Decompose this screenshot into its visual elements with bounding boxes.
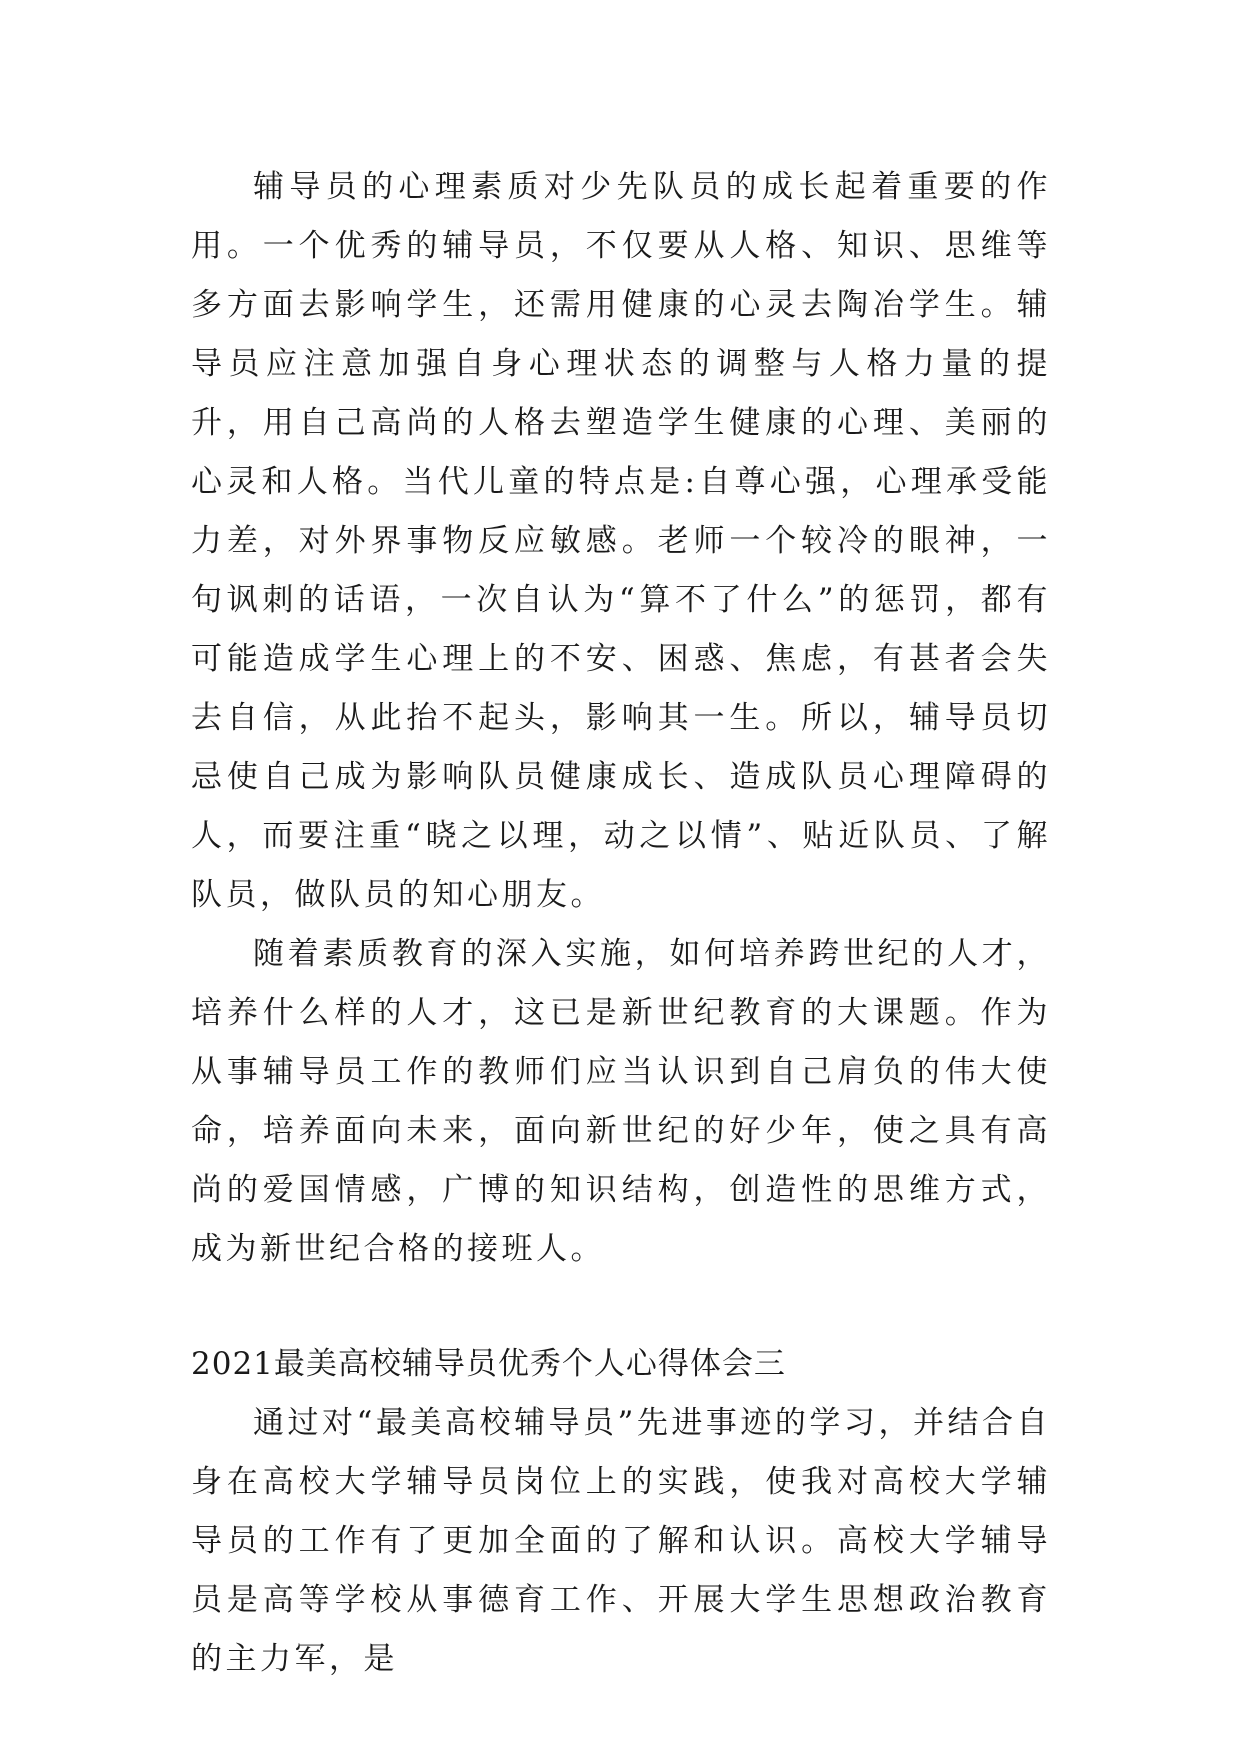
paragraph-quality-education: 随着素质教育的深入实施，如何培养跨世纪的人才，培养什么样的人才，这已是新世纪教育的大课题。作为从事辅导员工作的教师们应当认识到自己肩负的伟大使命，培养面向未来，面向新世纪的好少年，使之具有高尚的爱国情感，广博的知识结构，创造性的思维方式，成为新世纪合格的接班人。 <box>191 936 1051 1267</box>
document-body <box>191 158 1051 1689</box>
section-heading: 2021最美高校辅导员优秀个人心得体会三 <box>191 1346 786 1382</box>
paragraph-learning-reflection: 通过对“最美高校辅导员”先进事迹的学习，并结合自身在高校大学辅导员岗位上的实践，使我对高校大学辅导员的工作有了更加全面的了解和认识。高校大学辅导员是高等学校从事德育工作、开展大学生思想政治教育的主力军，是 <box>191 1405 1051 1677</box>
section-spacer <box>191 1279 1051 1335</box>
paragraph-counselor-psychology: 辅导员的心理素质对少先队员的成长起着重要的作用。一个优秀的辅导员，不仅要从人格、知识、思维等多方面去影响学生，还需用健康的心灵去陶冶学生。辅导员应注意加强自身心理状态的调整与人格力量的提升，用自己高尚的人格去塑造学生健康的心理、美丽的心灵和人格。当代儿童的特点是:自尊心强，心理承受能力差，对外界事物反应敏感。老师一个较冷的眼神，一句讽刺的话语，一次自认为“算不了什么”的惩罚，都有可能造成学生心理上的不安、困惑、焦虑，有甚者会失去自信，从此抬不起头，影响其一生。所以，辅导员切忌使自己成为影响队员健康成长、造成队员心理障碍的人，而要注重“晓之以理，动之以情”、贴近队员、了解队员，做队员的知心朋友。 <box>191 169 1051 913</box>
